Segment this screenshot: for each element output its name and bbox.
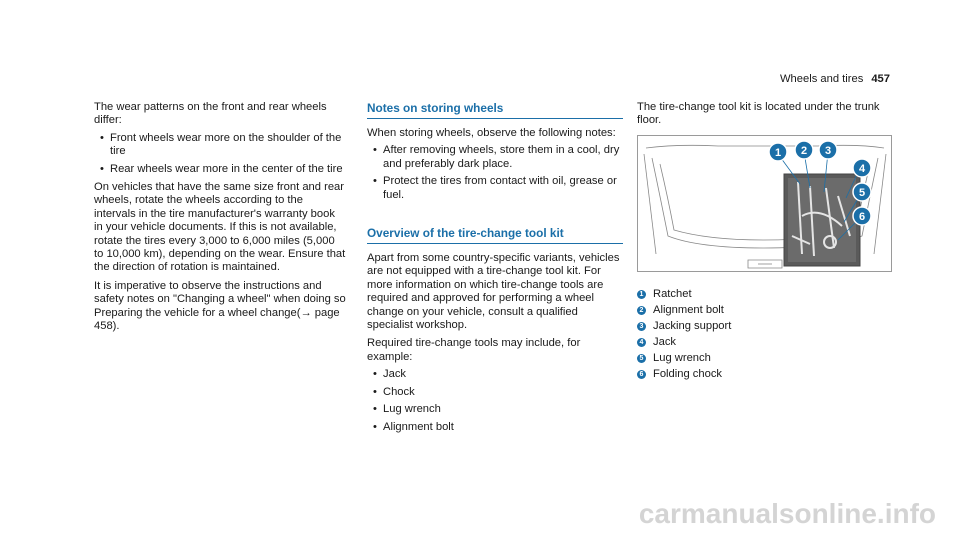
legend-number: 2: [637, 306, 646, 315]
legend-label: Alignment bolt: [653, 304, 724, 316]
trunk-illustration: [638, 136, 891, 271]
legend-label: Ratchet: [653, 288, 692, 300]
wear-intro: The wear patterns on the front and rear wheels differ:: [94, 101, 327, 127]
list-item: • Jack: [367, 368, 623, 381]
rotation-paragraph: On vehicles that have the same size front and rear wheels, rotate the wheels according to the intervals in the tire manufacturer's warranty book in your vehicle documents. If this is not available, rotate the tires every 3,000 to 6,000 miles (5,000 to 10,000 km), depending on the wear. Ensure that the direction of rotation is maintained.: [94, 181, 346, 274]
legend-item: [637, 366, 877, 382]
middle-column: [367, 101, 623, 434]
legend-number: 3: [637, 322, 646, 331]
legend-number: 5: [637, 354, 646, 363]
section-title: Wheels and tires: [780, 73, 864, 85]
legend-label: Jack: [653, 336, 677, 348]
legend-item: [637, 350, 877, 366]
list-item: • Protect the tires from contact with oil, grease or fuel.: [367, 175, 623, 202]
callout-5-label: 5: [858, 187, 866, 199]
legend-item: [637, 286, 877, 302]
list-item: • Lug wrench: [367, 403, 623, 416]
toolkit-location: The tire-change tool kit is located under the trunk floor.: [637, 101, 880, 127]
callout-1-label: 1: [774, 147, 782, 159]
legend-item: [637, 334, 877, 350]
watermark: carmanualsonline.info: [638, 498, 936, 529]
list-item: • After removing wheels, store them in a cool, dry and preferably dark place.: [367, 144, 623, 171]
page-number: 457: [871, 73, 890, 85]
section-heading: Notes on storing wheels: [367, 101, 623, 119]
list-item: • Chock: [367, 386, 623, 399]
section-heading: Overview of the tire-change tool kit: [367, 226, 623, 244]
legend-label: Jacking support: [653, 320, 732, 332]
list-item: • Rear wheels wear more in the center of the tire: [94, 163, 346, 176]
callout-4-label: 4: [858, 163, 866, 175]
legend-item: [637, 302, 877, 318]
toolkit-paragraph: Apart from some country-specific variants, vehicles are not equipped with a tire-change tool kit. For more information on which tire-change tools are required and approved for performing a wheel change on your vehicle, consult a qualified specialist workshop.: [367, 252, 620, 332]
callout-2-label: 2: [800, 145, 808, 157]
safety-paragraph: It is imperative to observe the instructions and safety notes on "Changing a wheel" when doing so Preparing the vehicle for a wheel change(→ page 458).: [94, 279, 346, 333]
list-item: • Front wheels wear more on the shoulder of the tire: [94, 132, 346, 159]
callout-6-label: 6: [858, 211, 866, 223]
trunk-figure: [637, 135, 892, 272]
left-column: [94, 101, 346, 334]
legend-number: 4: [637, 338, 646, 347]
running-header: [780, 73, 890, 85]
right-column: [637, 101, 897, 128]
legend-label: Lug wrench: [653, 352, 711, 364]
toolkit-example-intro: Required tire-change tools may include, for example:: [367, 337, 581, 363]
legend-label: Folding chock: [653, 368, 723, 380]
list-item: • Alignment bolt: [367, 421, 623, 434]
legend-number: 1: [637, 290, 646, 299]
storing-intro: When storing wheels, observe the following notes:: [367, 127, 616, 139]
legend-number: 6: [637, 370, 646, 379]
figure-legend: [637, 286, 877, 382]
legend-item: [637, 318, 877, 334]
callout-3-label: 3: [824, 145, 832, 157]
